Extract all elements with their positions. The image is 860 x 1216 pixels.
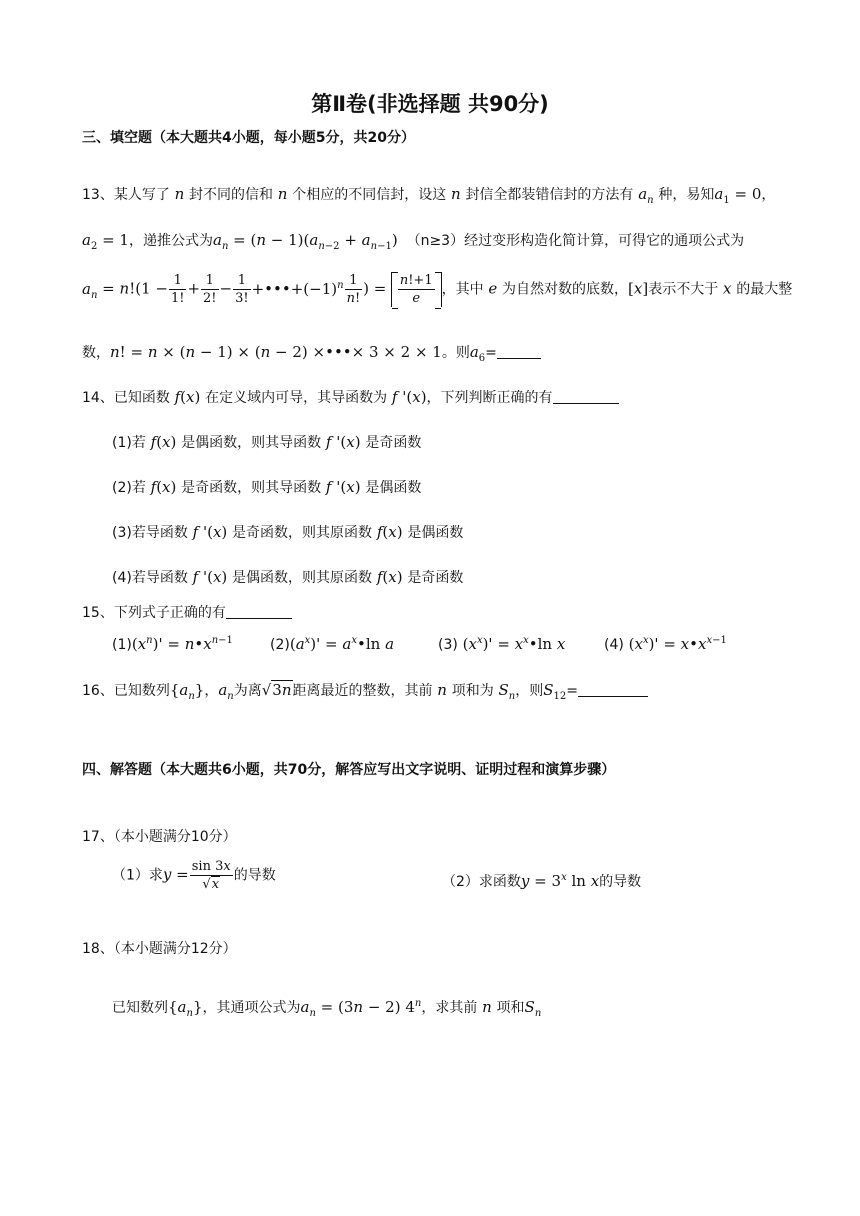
question-14-option-2: (2)若 f(x) 是奇函数，则其导函数 f '(x) 是偶函数: [112, 478, 422, 496]
page-title: 第Ⅱ卷(非选择题 共90分): [311, 92, 549, 116]
question-14-option-1: (1)若 f(x) 是偶函数，则其导函数 f '(x) 是奇函数: [112, 433, 422, 451]
question-17-part-1: （1）求y = $\frac{\sin 3x}{√x}$ 的导数: [112, 859, 276, 892]
answer-blank[interactable]: [578, 682, 648, 697]
floor-bracket-expression: $\frac{n!+1}{e}$: [391, 272, 442, 307]
section-4-heading: 四、解答题（本大题共6小题，共70分，解答应写出文字说明、证明过程和演算步骤）: [82, 762, 616, 778]
question-15-option-3: (3) $(x^x)'$ = $x^x•\ln$ x: [438, 635, 566, 653]
question-13-line-2: $a_2 = 1$，递推公式为$a_n = (n - 1)(a_{n-2} + a_{n-1})$ （n≥3）经过变形构造化简计算，可得它的通项公式为: [82, 231, 745, 252]
question-18-heading: 18、（本小题满分12分）: [82, 941, 237, 957]
question-13-line-4: 数，n! = n × (n − 1) × (n − 2) ×•••× 3 × 2 × 1。则$a_6=$: [82, 343, 541, 365]
answer-blank[interactable]: [497, 344, 541, 359]
question-14-stem: 14、已知函数 f(x) 在定义域内可导，其导函数为 f '(x)，下列判断正确的有: [82, 388, 619, 407]
question-14-option-4: (4)若导函数 f '(x) 是偶函数，则其原函数 f(x) 是奇函数: [112, 568, 464, 586]
answer-blank[interactable]: [226, 604, 292, 619]
question-17-heading: 17、（本小题满分10分）: [82, 829, 237, 845]
question-13-line-1: 13、某人写了 n 封不同的信和 n 个相应的不同信封，设这 n 封信全都装错信封的方法有 $a_n$ 种，易知$a_1 = 0$，: [82, 185, 776, 206]
question-15-stem: 15、下列式子正确的有: [82, 604, 292, 622]
question-18-body: 已知数列$\{a_n\}$，其通项公式为$a_n = (3n - 2)$ 4$^n$，求其前 n 项和$S_n$: [112, 998, 542, 1019]
question-17-part-2: （2）求函数$y = 3^x$ ln x的导数: [442, 872, 642, 890]
question-16: 16、已知数列$\{a_n\}$，$a_n$为离√3n距离最近的整数，其前 n 项和为 $S_n$，则$S_{12}=$: [82, 681, 648, 703]
section-3-heading: 三、填空题（本大题共4小题，每小题5分，共20分）: [82, 130, 415, 146]
question-15-option-4: (4) $(x^x)'$ = $x•x^{x-1}$: [604, 635, 727, 653]
question-15-option-2: $(2)(a^x)'$ = $a^x•\ln$ a: [270, 635, 395, 653]
question-14-option-3: (3)若导函数 f '(x) 是奇函数，则其原函数 f(x) 是偶函数: [112, 523, 464, 541]
question-13-line-3: $a_n = n!(1$ − $\frac{1}{1!}$ + $\frac{1}{2!}$ − $\frac{1}{3!}$ $+•••+(-1)^n$ $\frac{1}{n!}$ ) = $\frac{n!+1}{e}$ ，其中 e 为自然对数的底数，[x]表示不大于 x 的最大整: [82, 273, 793, 306]
question-15-option-1: $(1)(x^n)'$ = $n•x^{n-1}$: [112, 635, 233, 653]
answer-blank[interactable]: [553, 389, 619, 404]
